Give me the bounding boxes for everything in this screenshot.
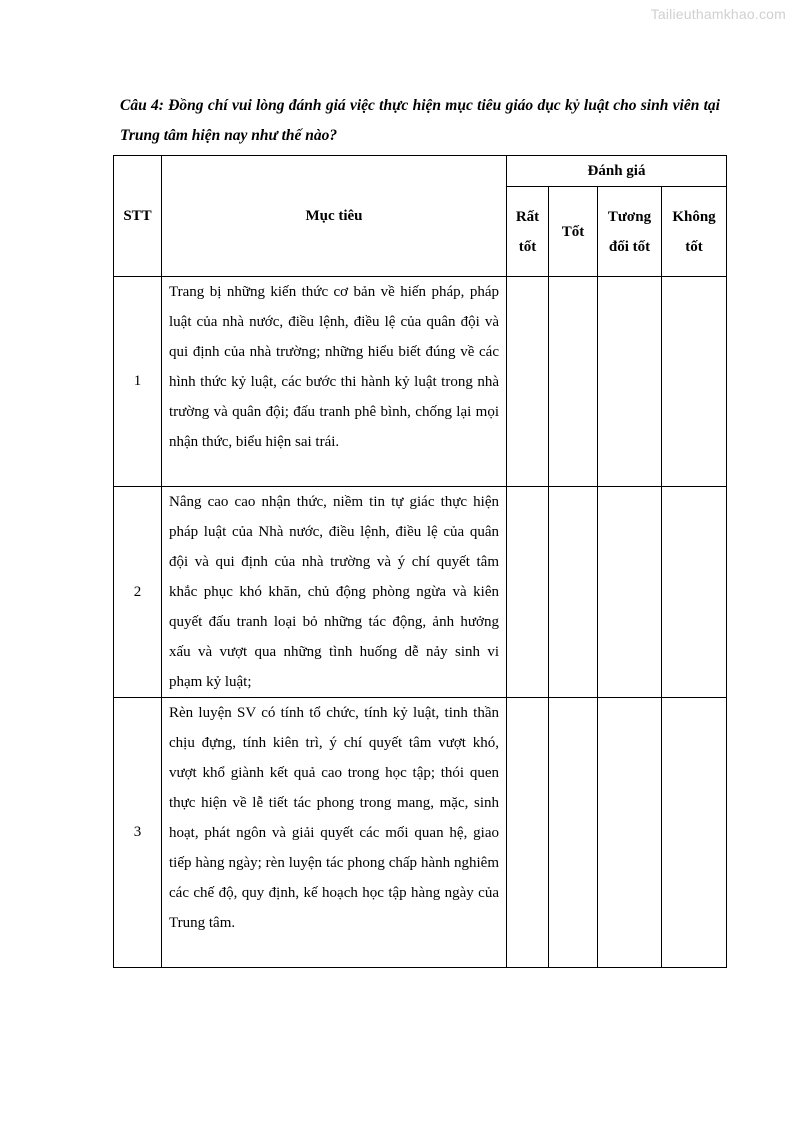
question-label: Câu 4 xyxy=(120,97,159,114)
cell-tuong-doi-tot[interactable] xyxy=(598,698,662,968)
question-body: : Đồng chí vui lòng đánh giá việc thực hiện mục tiêu giáo dục kỷ luật cho sinh viên tại Trung tâm hiện nay như thế nào? xyxy=(120,97,720,144)
cell-rat-tot[interactable] xyxy=(507,277,549,487)
cell-khong-tot[interactable] xyxy=(662,698,727,968)
row-objective-text: Nâng cao cao nhận thức, niềm tin tự giác thực hiện pháp luật của Nhà nước, điều lệnh, điều lệ của quân đội và qui định của nhà trường và ý chí quyết tâm khắc phục khó khăn, chủ động phòng ngừa và kiên quyết đấu tranh loại bỏ những tác động, ảnh hưởng xấu và vượt qua những tình huống dễ nảy sinh vi phạm kỷ luật; xyxy=(169,494,499,690)
header-row-1 xyxy=(114,156,727,187)
cell-khong-tot[interactable] xyxy=(662,487,727,698)
header-tuong-doi-tot: Tương đối tốt xyxy=(598,187,662,277)
header-muc-tieu: Mục tiêu xyxy=(162,156,507,277)
cell-tuong-doi-tot[interactable] xyxy=(598,487,662,698)
table-row xyxy=(114,487,727,698)
cell-khong-tot[interactable] xyxy=(662,277,727,487)
row-objective-text: Rèn luyện SV có tính tổ chức, tính kỷ luật, tinh thần chịu đựng, tính kiên trì, ý chí quyết tâm vượt khó, vượt khổ giành kết quả cao trong học tập; thói quen thực hiện về lễ tiết tác phong trong mang, mặc, sinh hoạt, phát ngôn và giải quyết các mối quan hệ, giao tiếp hàng ngày; rèn luyện tác phong chấp hành nghiêm các chế độ, quy định, kế hoạch học tập hàng ngày của Trung tâm. xyxy=(169,705,499,931)
row-objective-text: Trang bị những kiến thức cơ bản về hiến pháp, pháp luật của nhà nước, điều lệnh, điều lệ của quân đội và qui định của nhà trường; những hiểu biết đúng về các hình thức kỷ luật, các bước thi hành kỷ luật trong nhà trường và quân đội; đấu tranh phê bình, chống lại mọi nhận thức, biểu hiện sai trái. xyxy=(169,284,499,450)
header-rat-tot: Rất tốt xyxy=(507,187,549,277)
cell-rat-tot[interactable] xyxy=(507,487,549,698)
evaluation-table xyxy=(113,155,727,968)
header-danh-gia: Đánh giá xyxy=(507,156,727,187)
watermark: Tailieuthamkhao.com xyxy=(650,6,786,22)
question-text xyxy=(120,91,720,151)
cell-tot[interactable] xyxy=(549,277,598,487)
header-khong-tot: Không tốt xyxy=(662,187,727,277)
header-stt: STT xyxy=(114,156,162,277)
table-row xyxy=(114,698,727,968)
row-number: 1 xyxy=(114,277,162,487)
cell-tot[interactable] xyxy=(549,698,598,968)
row-objective xyxy=(162,487,507,698)
row-objective xyxy=(162,277,507,487)
cell-tot[interactable] xyxy=(549,487,598,698)
table-row xyxy=(114,277,727,487)
row-number: 2 xyxy=(114,487,162,698)
cell-tuong-doi-tot[interactable] xyxy=(598,277,662,487)
row-number: 3 xyxy=(114,698,162,968)
row-objective xyxy=(162,698,507,968)
cell-rat-tot[interactable] xyxy=(507,698,549,968)
header-tot: Tốt xyxy=(549,187,598,277)
